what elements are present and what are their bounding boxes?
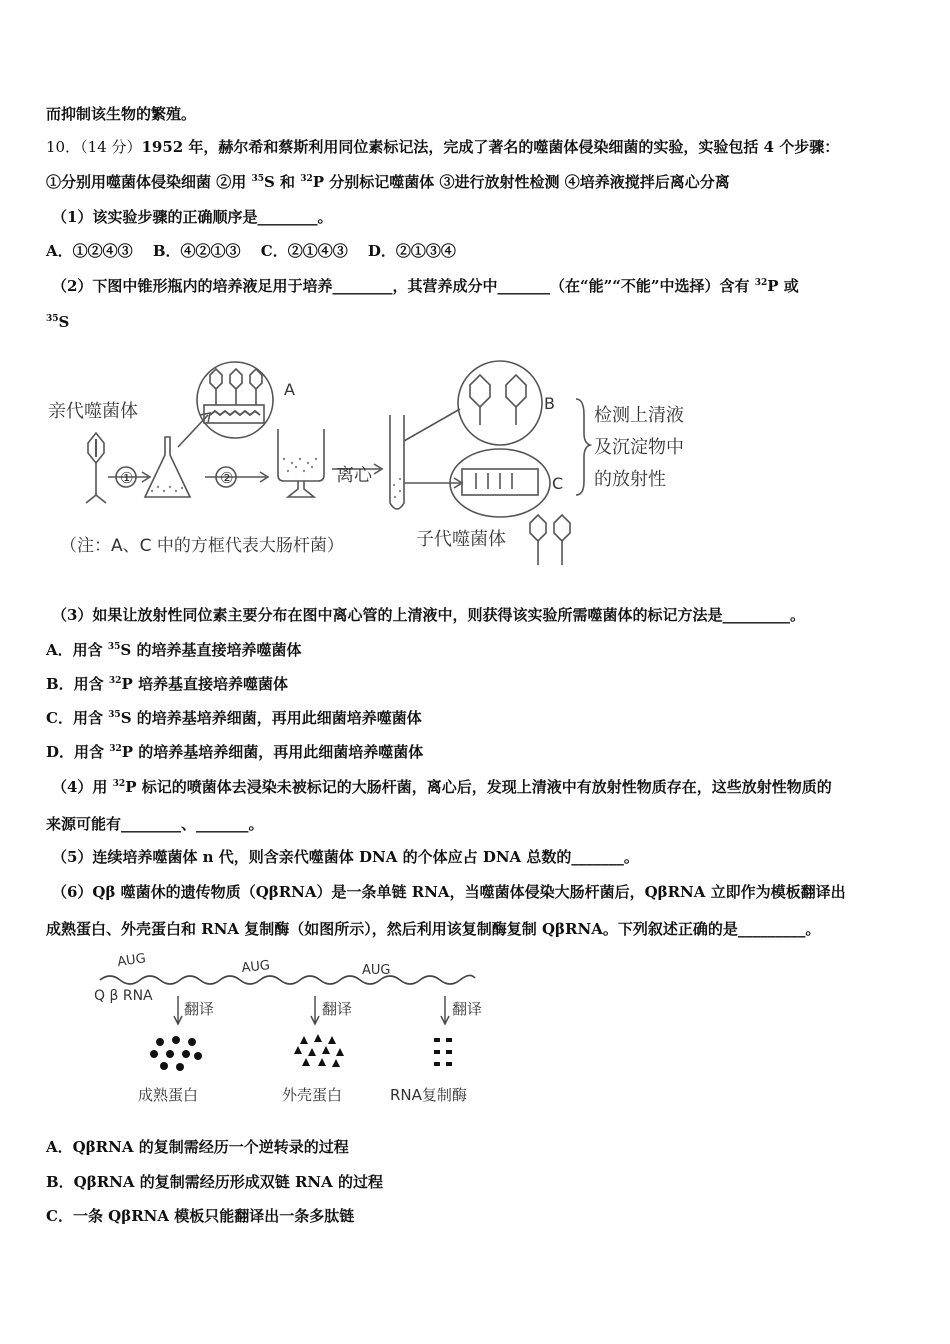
text-line-0: 而抑制该生物的繁殖。 [46,105,197,123]
part-6-option-b: B．QβRNA 的复制需经历形成双链 RNA 的过程 [46,1173,384,1191]
label-a: A [284,380,295,399]
question-part-2-cont: $^{35}$S [46,313,70,331]
step-2-label: ② [220,469,234,487]
step-1-label: ① [120,469,134,487]
question-number: 10． [46,138,81,156]
part-3-option-b: B．用含 $^{32}$P 培养基直接培养噬菌体 [46,675,288,693]
detect-line-1: 检测上清液 [594,405,684,426]
detect-line-3: 的放射性 [594,469,666,490]
question-part-5: （5）连续培养噬菌体 n 代，则含亲代噬菌体 DNA 的个体应占 DNA 总数的_______。 [52,848,639,866]
question-part-2: （2）下图中锥形瓶内的培养液足用于培养________，其营养成分中_______（在“能”“不能”中选择）含有 $^{32}$P 或 [52,277,799,295]
part-6-option-a: A．QβRNA 的复制需经历一个逆转录的过程 [46,1138,349,1156]
detect-line-2: 及沉淀物中 [594,437,684,458]
question-score: （14 分） [80,138,142,156]
product-label-3: RNA复制酶 [390,1086,467,1104]
aug-3: AUG [362,963,391,978]
question-10-header: 10．（14 分）1952 年，赫尔希和蔡斯利用同位素标记法，完成了著名的噬菌体侵染细菌的实验，实验包括 4 个步骤： [46,138,840,156]
part-1-options: A．①②④③ B．④②①③ C．②①④③ D．②①③④ [46,242,456,260]
translate-label-3: 翻译 [452,1000,483,1018]
part-3-option-d: D．用含 $^{32}$P 的培养基培养细菌，再用此细菌培养噬菌体 [46,743,424,761]
phage-experiment-figure [40,355,720,580]
qbeta-rna-figure [90,950,530,1115]
parent-phage-label: 亲代噬菌体 [48,401,138,422]
aug-1: AUG [116,951,147,970]
translate-label-2: 翻译 [322,1000,353,1018]
label-b: B [544,394,555,413]
question-part-6: （6）Qβ 噬菌休的遗传物质（QβRNA）是一条单链 RNA，当噬菌体侵染大肠杆菌后，QβRNA 立即作为模板翻译出 [52,883,846,901]
part-3-option-a: A．用含 $^{35}$S 的培养基直接培养噬菌体 [46,641,302,659]
centrifuge-label: 离心 [336,465,372,486]
question-part-4-cont: 来源可能有________、_______。 [46,815,264,833]
experiment-steps: ①分别用噬菌体侵染细菌 ②用 $^{35}$S 和 $^{32}$P 分别标记噬菌体 ③进行放射性检测 ④培养液搅拌后离心分离 [46,173,730,191]
question-part-1: （1）该实验步骤的正确顺序是________。 [52,208,333,226]
aug-2: AUG [240,958,271,976]
product-label-1: 成熟蛋白 [138,1086,199,1104]
translate-label-1: 翻译 [184,1000,215,1018]
product-label-2: 外壳蛋白 [282,1086,343,1104]
child-phage-label: 子代噬菌体 [416,529,506,550]
part-3-option-c: C．用含 $^{35}$S 的培养基培养细菌，再用此细菌培养噬菌体 [46,709,422,727]
part-6-option-c: C．一条 QβRNA 模板只能翻译出一条多肽链 [46,1207,355,1225]
figure-note: （注：A、C 中的方框代表大肠杆菌） [60,536,344,556]
qbeta-rna-label: Q β RNA [94,988,153,1004]
label-c: C [552,474,564,493]
question-part-3: （3）如果让放射性同位素主要分布在图中离心管的上清液中，则获得该实验所需噬菌体的标记方法是_________。 [52,606,805,624]
question-part-4: （4）用 $^{32}$P 标记的喷菌体去浸染未被标记的大肠杆菌，离心后，发现上清液中有放射性物质存在，这些放射性物质的 [52,778,832,796]
question-part-6-cont: 成熟蛋白、外壳蛋白和 RNA 复制酶（如图所示），然后利用该复制酶复制 QβRNA。下列叙述正确的是_________。 [46,920,821,938]
